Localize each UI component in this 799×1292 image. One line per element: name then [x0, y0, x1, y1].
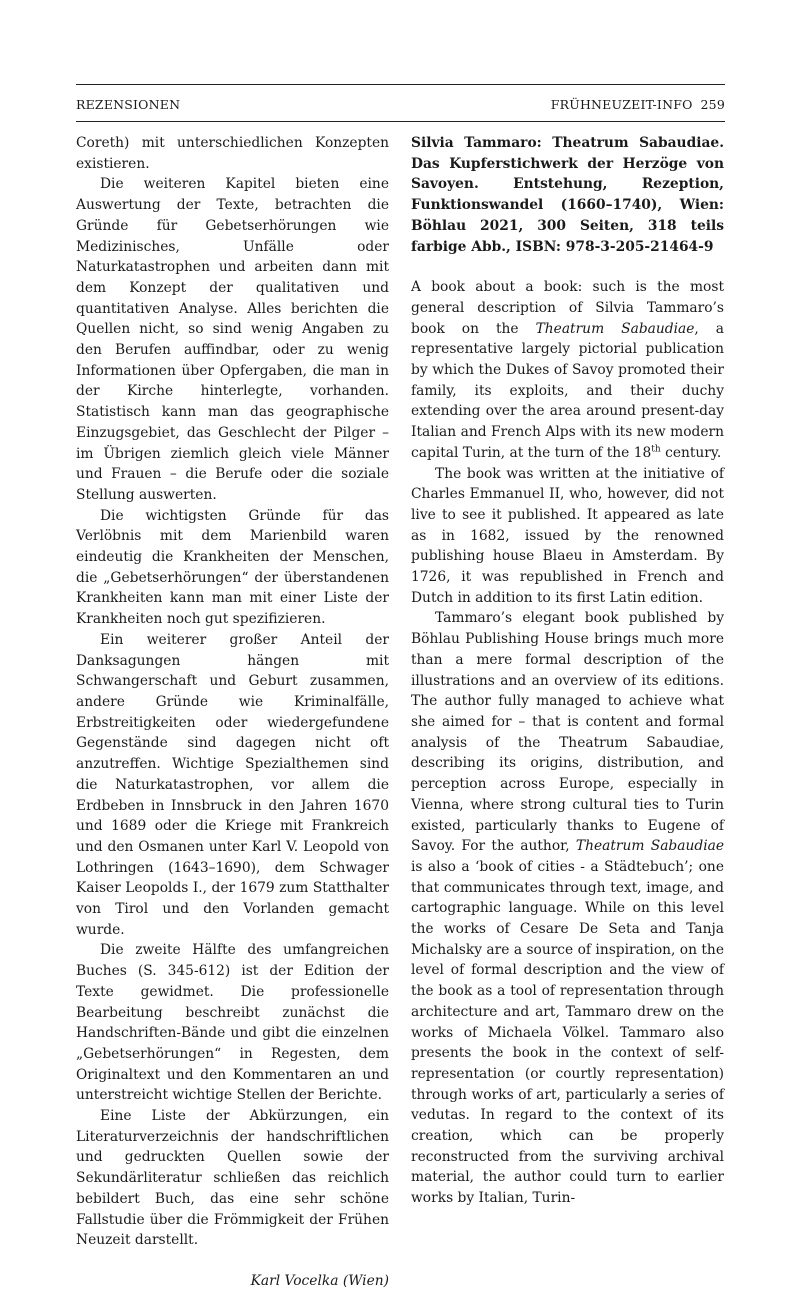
paragraph: Coreth) mit unterschiedlichen Konzepten existieren.: [76, 135, 389, 172]
right-column: [411, 133, 724, 1209]
review-signature: Karl Vocelka (Wien): [250, 1272, 389, 1289]
book-title: Theatrum Sabaudiae: [575, 838, 724, 855]
paragraph: Ein weiterer großer Anteil der Danksagungen hängen mit Schwangerschaft und Geburt zusammen, andere Gründe wie Kriminalfälle, Erbstreitigkeiten oder wiedergefundene Gegenstände sind dagegen nicht oft anzutreffen. Wichtige Spezialthemen sind die Naturkatastrophen, vor allem die Erdbeben in Innsbruck in den Jahren 1670 und 1689 oder die Kriege mit Frankreich und den Osmanen unter Karl V. Leopold von Lothringen (1643–1690), dem Schwager Kaiser Leopolds I., der 1679 zum Statthalter von Tirol und den Vorlanden gemacht wurde.: [76, 631, 389, 938]
paragraph: Eine Liste der Abkürzungen, ein Literaturverzeichnis der handschriftlichen und gedruckten Quellen sowie der Sekundärliteratur schließen das reichlich bebildert Buch, das eine sehr schöne Fallstudie über die Frömmigkeit der Frühen Neuzeit darstellt.: [76, 1108, 389, 1249]
page-number: 259: [700, 97, 725, 112]
journal-and-page: [551, 97, 725, 112]
left-column: [76, 133, 389, 1292]
header-rule-top: [76, 84, 725, 85]
book-title: Theatrum Sabaudiae: [535, 320, 695, 337]
paragraph: The book was written at the initiative of Charles Emmanuel II, who, however, did not live to see it published. It appeared as late as in 1682, issued by the renowned publishing house Blaeu in Amsterdam. By 1726, it was republished in French and Dutch in addition to its first Latin edition.: [411, 465, 724, 606]
text-run: century.: [660, 444, 722, 461]
paragraph: [411, 608, 724, 1208]
paragraph: Die wichtigsten Gründe für das Verlöbnis mit dem Marienbild waren eindeutig die Krankheiten der Menschen, die „Gebetserhörungen“ der überstandenen Krankheiten kann man mit einer Liste der Krankheiten noch gut spezifizieren.: [76, 507, 389, 628]
header-rule-bottom: [76, 121, 725, 122]
text-run: is also a ‘book of cities - a Städtebuch’; one that communicates through text, image, and cartographic language. While on this level the works of Cesare De Seta and Tanja Michalsky are a source of inspiration, on the level of formal description and the view of the book as a tool of representation through architecture and art, Tammaro drew on the works of Michaela Völkel. Tammaro also presents the book in the context of self-representation (or courtly representation) through works of art, particularly a series of vedutas. In regard to the context of its creation, which can be properly reconstructed from the surviving archival material, the author could turn to earlier works by Italian, Turin-: [411, 858, 724, 1207]
paragraph: Die zweite Hälfte des umfangreichen Buches (S. 345-612) ist der Edition der Texte gewidmet. Die professionelle Bearbeitung beschreibt zunächst die Handschriften-Bände und gibt die einzelnen „Gebetserhörungen“ in Regesten, dem Originaltext und den Kommentaren an und unterstreicht wichtige Stellen der Berichte.: [76, 942, 389, 1104]
text-run: Tammaro’s elegant book published by Böhlau Publishing House brings much more than a mere formal description of the illustrations and an overview of its editions. The author fully managed to achieve what she aimed for – that is content and formal analysis of the Theatrum Sabaudiae, describing its origins, distribution, and perception across Europe, especially in Vienna, where strong cultural ties to Turin existed, particularly thanks to Eugene of Savoy. For the author,: [411, 610, 724, 855]
text-run: , a representative largely pictorial publication by which the Dukes of Savoy promoted their family, its exploits, and their duchy extending over the area around present-day Italian and French Alps with its new modern capital Turin, at the turn of the 18: [411, 320, 725, 461]
section-title: REZENSIONEN: [76, 97, 181, 112]
running-header: [76, 97, 725, 115]
paragraph: Die weiteren Kapitel bieten eine Auswertung der Texte, betrachten die Gründe für Gebetserhörungen wie Medizinisches, Unfälle oder Naturkatastrophen und arbeiten dann mit dem Konzept der qualitativen und quantitativen Analyse. Alles berichten die Quellen nicht, so sind wenig Angaben zu den Berufen auffindbar, oder zu wenig Informationen über Opfergaben, die man in der Kirche hinterlegte, vorhanden. Statistisch kann man das geographische Einzugsgebiet, das Geschlecht der Pilger – im Übrigen ziemlich gleich viele Männer und Frauen – die Berufe oder die soziale Stellung auswerten.: [76, 176, 389, 503]
review-heading: Silvia Tammaro: Theatrum Sabaudiae. Das Kupferstichwerk der Herzöge von Savoyen. Entstehung, Rezeption, Funktionswandel (1660–1740), Wien: Böhlau 2021, 300 Seiten, 318 teils farbige Abb., ISBN: 978-3-205-21464-9: [411, 135, 724, 255]
journal-name: FRÜHNEUZEIT-INFO: [550, 97, 693, 112]
text-run: A book about a book: such is the most general description of Silvia Tammaro’s book on the: [411, 279, 724, 337]
superscript: th: [651, 444, 661, 455]
paragraph: [411, 277, 724, 463]
